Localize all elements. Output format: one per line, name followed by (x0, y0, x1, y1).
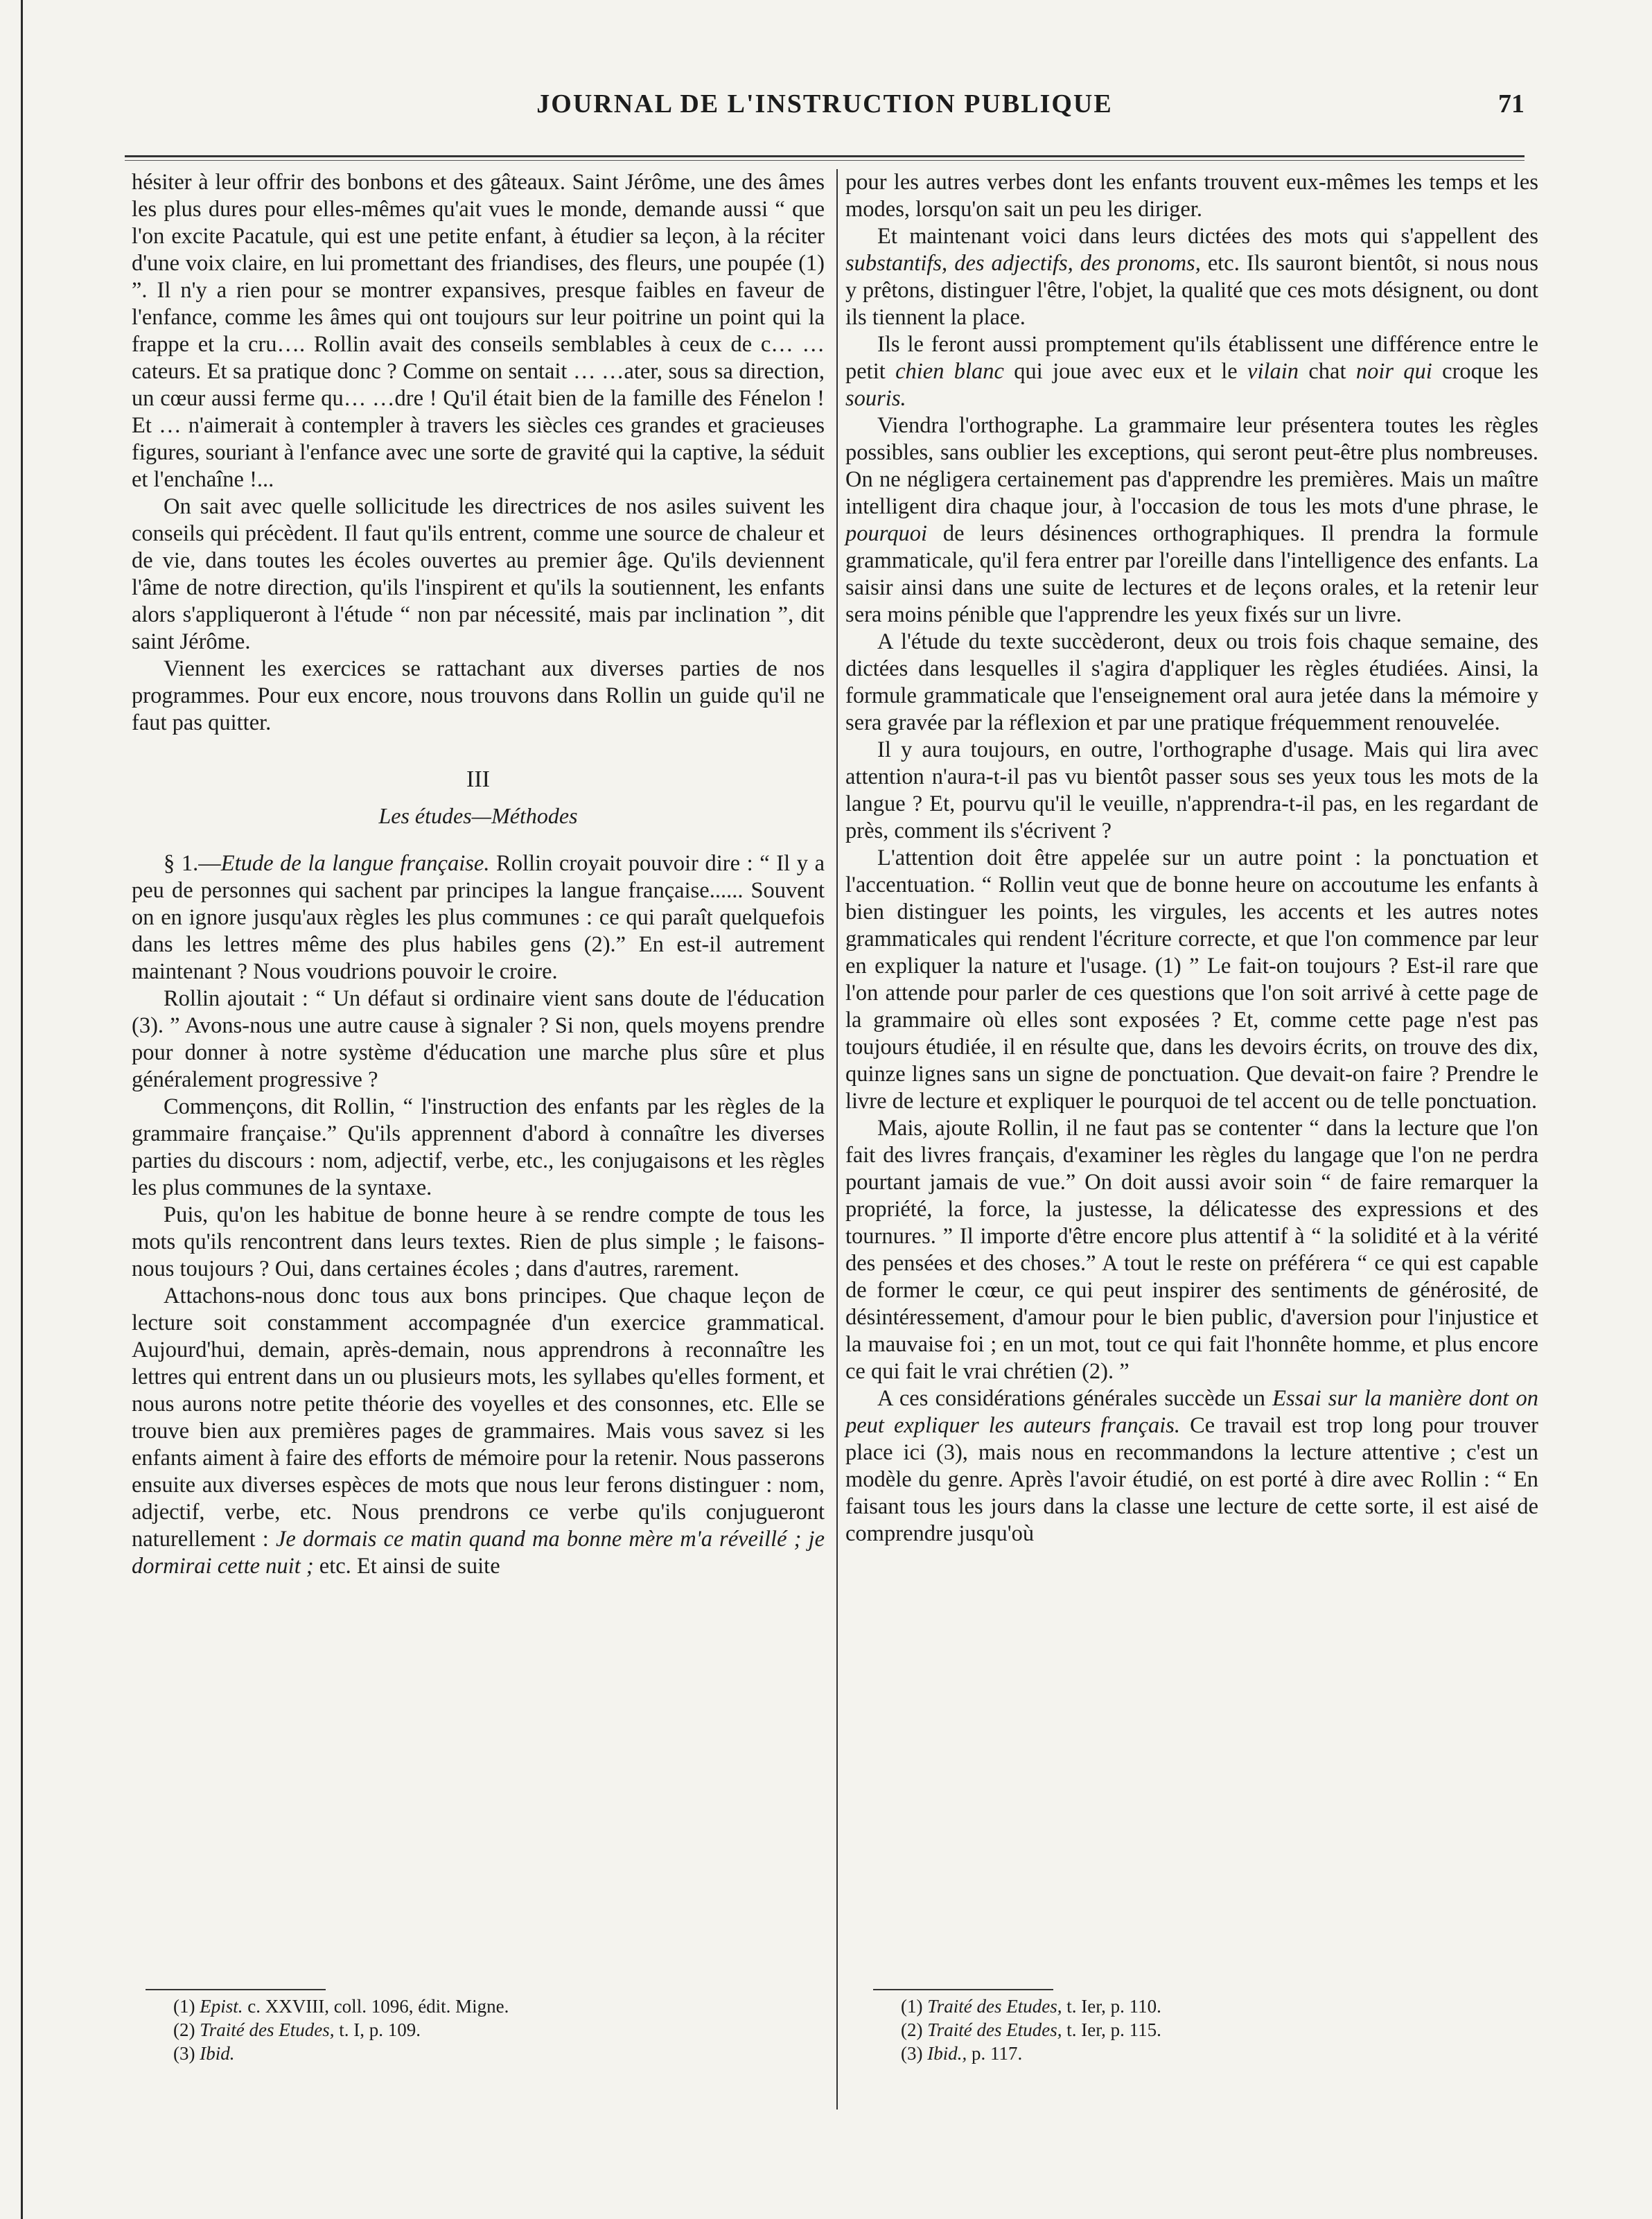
header-rule (125, 155, 1524, 161)
footnote-mark: (2) (901, 2019, 923, 2040)
paragraph-text: Viendra l'orthographe. La grammaire leur présentera toutes les règles possibles, sans oublier les exceptions, qui seront peut-être plus nombreuses. On ne négligera certainement pas d'apprendre les premières. Mais un maître intelligent dira chaque jour, à l'occasion de tous les mots d'une phrase, le (845, 413, 1538, 519)
paragraph-text: qui joue avec eux et le (1003, 359, 1248, 384)
footnote (132, 1994, 825, 2018)
paragraph: Viennent les exercices se rattachant aux diverses parties de nos programmes. Pour eux encore, nous trouvons dans Rollin un guide qu'il ne faut pas quitter. (132, 656, 825, 735)
paragraph (845, 1385, 1538, 1547)
paragraph-text: croque les (1432, 359, 1538, 384)
paragraph-text: Attachons-nous donc tous aux bons principes. Que chaque leçon de lecture soit constamment accompagnée d'un exercice grammatical. Aujourd'hui, demain, après-demain, nous apprendrons à reconnaître les lettres qui entrent dans un ou plusieurs mots, les syllabes qu'elles forment, et nous aurons notre petite théorie des voyelles et des consonnes, etc. Elle se trouve bien aux premières pages de grammaires. Mais vous savez si les enfants aiment à faire des efforts de mémoire pour la retenir. Nous passerons ensuite aux diverses espèces de mots que nous leur ferons distinguer : nom, adjectif, verbe, etc. Nous prendrons ce verbe qu'ils conjugueront naturellement : (132, 1283, 825, 1552)
italic-term: noir qui (1355, 359, 1432, 384)
footnote-mark: (1) (901, 1996, 923, 2017)
footnote-mark: (3) (173, 2043, 195, 2064)
section-number: III (466, 766, 490, 792)
footnote (132, 2018, 825, 2042)
paragraph-text: etc. Et ainsi de suite (313, 1554, 500, 1579)
paragraph-text: Ce travail est trop long pour trouver place ici (3), mais nous en recommandons la lecture attentive ; c'est un modèle du genre. Après l'avoir étudié, on est porté à dire avec Rollin : “ En faisant tous les jours dans la classe une lecture de cette sorte, il est aisé de comprendre jusqu'où (845, 1413, 1538, 1546)
binding-margin-line (21, 0, 23, 2219)
italic-work-title: Essai sur la manière dont on peut expliquer les auteurs français. (845, 1386, 1538, 1438)
paragraph (132, 850, 825, 985)
italic-term: substantifs, des adjectifs, des pronoms, (845, 251, 1201, 276)
paragraph: Commençons, dit Rollin, “ l'instruction des enfants par les règles de la grammaire française.” Qu'ils apprennent d'abord à connaître les diverses parties du discours : nom, adjectif, verbe, etc., les conjugaisons et les règles les plus communes de la syntaxe. (132, 1094, 825, 1200)
footnote-source: Epist. (200, 1996, 243, 2017)
left-column (132, 169, 825, 1580)
italic-term: chien blanc (895, 359, 1004, 384)
footnote-text: p. 117. (967, 2043, 1023, 2064)
paragraph-text: Et maintenant voici dans leurs dictées des mots qui s'appellent des (877, 224, 1538, 249)
footnote-source: Traité des Etudes, (927, 1996, 1062, 2017)
paragraph (845, 223, 1538, 331)
footnote-source: Traité des Etudes, (200, 2019, 335, 2040)
paragraph: Puis, qu'on les habitue de bonne heure à se rendre compte de tous les mots qu'ils rencontrent dans leurs textes. Rien de plus simple ; le faisons-nous toujours ? Oui, dans certaines écoles ; dans d'autres, rarement. (132, 1202, 825, 1281)
paragraph (845, 412, 1538, 629)
footnotes-right (859, 1989, 1552, 2065)
paragraph: hésiter à leur offrir des bonbons et des gâteaux. Saint Jérôme, une des âmes les plus dures pour elles-mêmes qu'ait vues le monde, demande aussi “ que l'on excite Pacatule, qui est une petite enfant, à étudier sa leçon, à la réciter d'une voix claire, en lui promettant des friandises, des fleurs, une poupée (1) ”. Il n'y a rien pour se montrer expansives, presque faibles en faveur de l'enfance, comme les âmes qui ont toujours sur leur poitrine un point qui la frappe et la cru…. Rollin avait des conseils semblables à ceux de c… …cateurs. Et sa pratique donc ? Comme on sentait … …ater, sous sa direction, un cœur aussi ferme qu… …dre ! Qu'il était bien de la famille des Fénelon ! Et … n'aimerait à contempler à travers les siècles ces grandes et gracieuses figures, souriant à l'enfance avec une sorte de gravité qui la captive, la séduit et l'enchaîne !... (132, 170, 825, 492)
footnote-mark: (2) (173, 2019, 195, 2040)
paragraph (132, 1283, 825, 1580)
paragraph-text: chat (1299, 359, 1356, 384)
footnote-text: t. I, p. 109. (334, 2019, 421, 2040)
footnote-source: Ibid. (200, 2043, 235, 2064)
paragraph: Mais, ajoute Rollin, il ne faut pas se contenter “ dans la lecture que l'on fait des livres français, d'examiner les règles du langage que l'on ne perdra pourtant jamais de vue.” On doit aussi avoir soin “ de faire remarquer la propriété, la force, la justesse, la délicatesse des expressions et des tournures. ” Il importe d'être encore plus attentif à “ la solidité et à la vérité des pensées et des choses.” A tout le reste on préférera “ ce qui est capable de former le cœur, ce qui peut inspirer des sentiments de générosité, de désintéressement, d'amour pour le bien public, d'aversion pour l'injustice et la mauvaise foi ; en un mot, tout ce qui fait l'honnête homme, et plus encore ce qui fait le vrai chrétien (2). ” (845, 1116, 1538, 1384)
paragraph: pour les autres verbes dont les enfants trouvent eux-mêmes les temps et les modes, lorsqu'on sait un peu les diriger. (845, 170, 1538, 222)
section-mark: § 1.— (164, 851, 221, 876)
paragraph-text: de leurs désinences orthographiques. Il prendra la formule grammaticale, qu'il fera entrer par l'oreille dans l'intelligence des enfants. La saisir ainsi dans une suite de lectures et de leçons orales, et la retenir leur sera moins pénible que l'apprendre les yeux fixés sur un livre. (845, 521, 1538, 627)
column-divider (836, 169, 838, 2110)
footnote (859, 1994, 1552, 2018)
paragraph-text: Rollin croyait pouvoir dire : “ Il y a peu de personnes qui sachent par principes la langue française...... Souvent on en ignore jusqu'aux règles les plus communes : ce qui paraît quelquefois dans les lettres même des plus habiles gens (2).” En est-il autrement maintenant ? Nous voudrions pouvoir le croire. (132, 851, 825, 984)
paragraph: L'attention doit être appelée sur un autre point : la ponctuation et l'accentuation. “ Rollin veut que de bonne heure on accoutume les enfants à bien distinguer les points, les virgules, les accents et les autres notes grammaticales qui rendent l'écriture correcte, et que l'on commence par leur en expliquer la nature et l'usage. (1) ” Le fait-on toujours ? Est-il rare que l'on attende pour parler de ces questions que l'on soit arrivé à cette page de la grammaire où elles sont exposées ? Et, comme cette page n'est pas toujours étudiée, il en résulte que, dans les devoirs écrits, on trouve des dix, quinze lignes sans un signe de ponctuation. Que devait-on faire ? Prendre le livre de lecture et expliquer le pourquoi de tel accent ou de telle ponctuation. (845, 845, 1538, 1114)
paragraph-text: A ces considérations générales succède un (877, 1386, 1273, 1411)
footnote-rule (146, 1989, 326, 1990)
subsection-title: Etude de la langue française. (220, 851, 490, 876)
right-column (845, 169, 1538, 1547)
footnote-text: t. Ier, p. 115. (1062, 2019, 1161, 2040)
page-number: 71 (1498, 89, 1524, 119)
footnote (859, 2018, 1552, 2042)
paragraph: Rollin ajoutait : “ Un défaut si ordinaire vient sans doute de l'éducation (3). ” Avons-nous une autre cause à signaler ? Si non, quels moyens prendre pour donner à notre système d'éducation une marche plus sûre et plus généralement progressive ? (132, 986, 825, 1092)
footnote-mark: (1) (173, 1996, 195, 2017)
paragraph-text: etc. Ils sauront bientôt, si nous nous y prêtons, distinguer l'être, l'objet, la qualité que ces mots désignent, ou dont ils tiennent la place. (845, 251, 1538, 330)
section-title: Les études—Méthodes (378, 803, 578, 828)
paragraph: A l'étude du texte succèderont, deux ou trois fois chaque semaine, des dictées dans lesquelles il s'agira d'appliquer les règles étudiées. Ainsi, la formule grammaticale que l'enseignement oral aura jetée dans la mémoire y sera gravée par la réflexion et par une pratique fréquemment renouvelée. (845, 629, 1538, 735)
paragraph: Il y aura toujours, en outre, l'orthographe d'usage. Mais qui lira avec attention n'aura-t-il pas vu bientôt passer sous ses yeux tous les mots de la langue ? Et, pourvu qu'il le veuille, n'apprendra-t-il pas, en les regardant de près, comment ils s'écrivent ? (845, 737, 1538, 843)
italic-term: souris. (845, 386, 906, 411)
footnote (132, 2042, 825, 2065)
footnote-text: t. Ier, p. 110. (1062, 1996, 1161, 2017)
footnote (859, 2042, 1552, 2065)
page-header (125, 89, 1524, 130)
footnote-source: Ibid., (927, 2043, 967, 2064)
footnote-rule (873, 1989, 1053, 1990)
paragraph-text: Ils le feront aussi promptement qu'ils établissent une différence entre le petit (845, 332, 1538, 384)
paragraph: On sait avec quelle sollicitude les directrices de nos asiles suivent les conseils qui précèdent. Il faut qu'ils entrent, comme une source de chaleur et de vie, dans toutes les écoles ouvertes au premier âge. Qu'ils deviennent l'âme de notre direction, qu'ils l'inspirent et qu'ils la soutiennent, les enfants alors s'appliqueront à l'étude “ non par nécessité, mais par inclination ”, dit saint Jérôme. (132, 494, 825, 654)
footnote-text: c. XXVIII, coll. 1096, édit. Migne. (243, 1996, 509, 2017)
footnote-mark: (3) (901, 2043, 923, 2064)
paragraph (845, 331, 1538, 412)
running-title: JOURNAL DE L'INSTRUCTION PUBLIQUE (536, 89, 1113, 119)
italic-example: Je dormais ce matin quand ma bonne mère m'a réveillé ; je dormirai cette nuit ; (132, 1527, 825, 1579)
footnote-source: Traité des Etudes, (927, 2019, 1062, 2040)
italic-term: pourquoi (845, 521, 927, 546)
footnotes-left (132, 1989, 825, 2065)
italic-term: vilain (1247, 359, 1299, 384)
